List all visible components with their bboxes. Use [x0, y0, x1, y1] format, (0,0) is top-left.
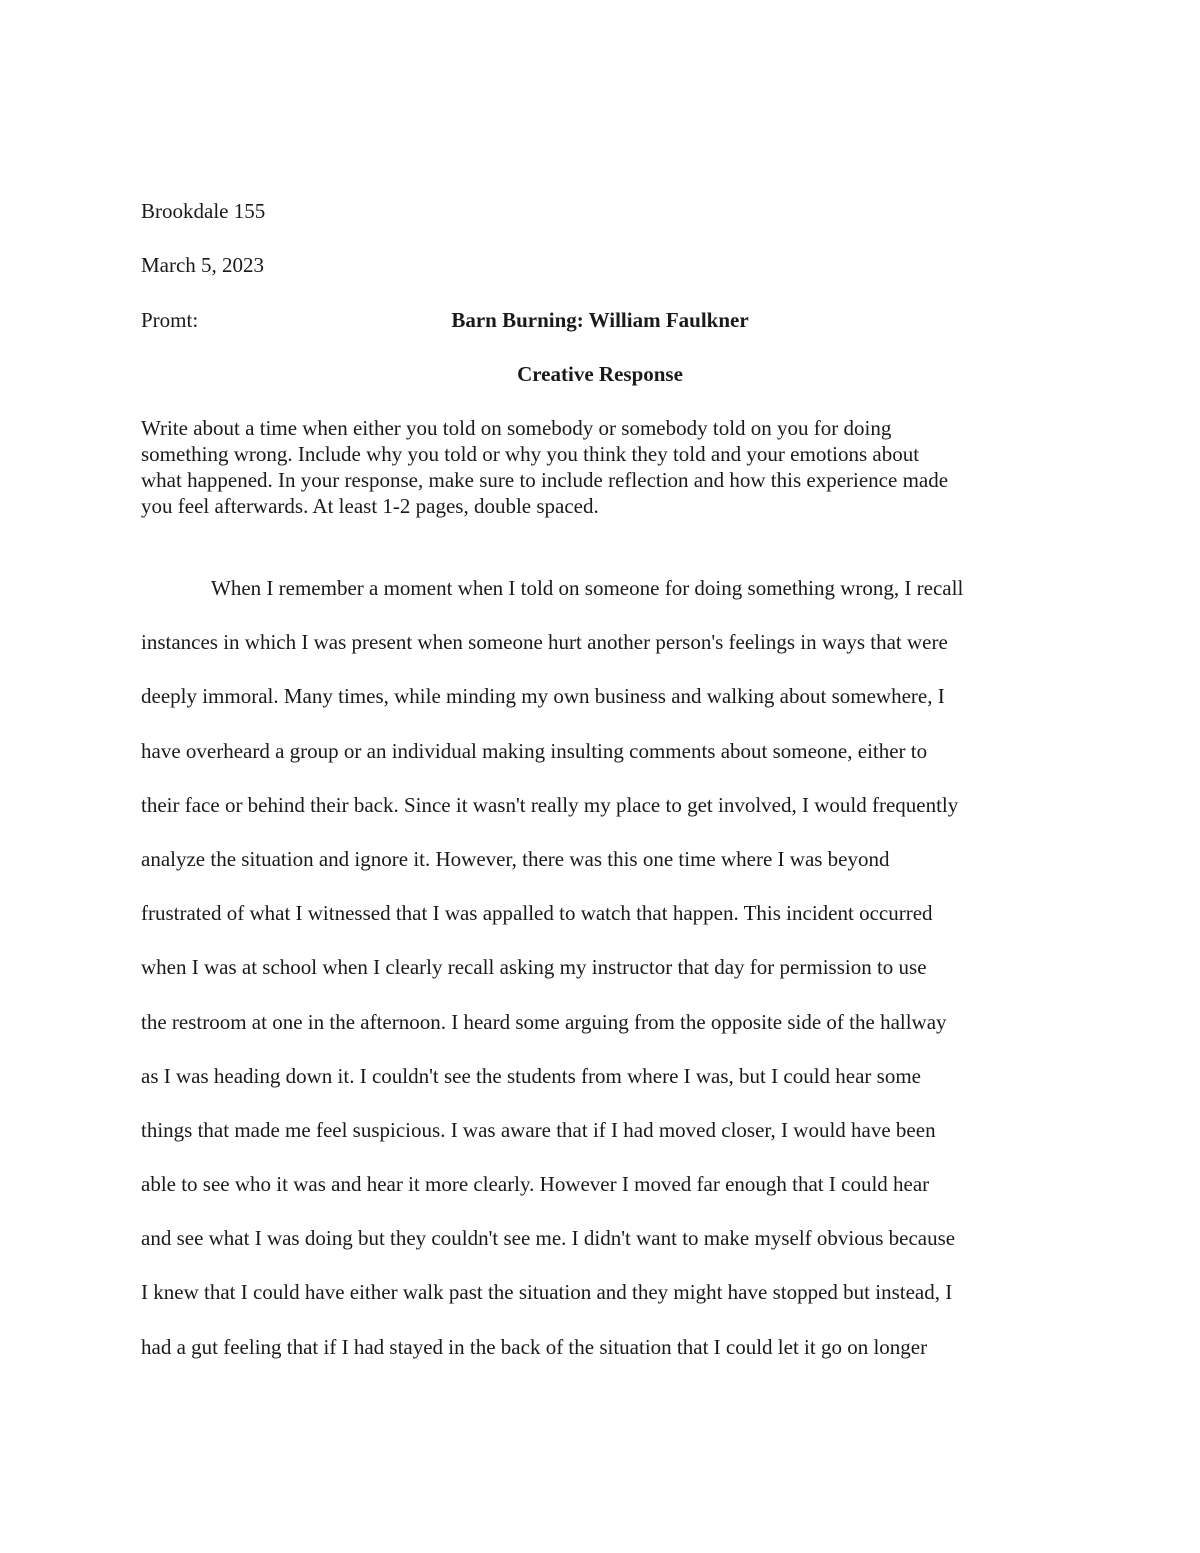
- essay-line: had a gut feeling that if I had stayed in the back of the situation that I could let it go on longer: [141, 1334, 928, 1359]
- prompt-line: you feel afterwards. At least 1-2 pages, double spaced.: [141, 494, 599, 518]
- prompt-line: something wrong. Include why you told or why you think they told and your emotions about: [141, 442, 920, 466]
- essay-line: have overheard a group or an individual making insulting comments about someone, either to: [141, 738, 928, 763]
- essay-line: frustrated of what I witnessed that I was appalled to watch that happen. This incident occurred: [141, 901, 933, 926]
- essay-line: and see what I was doing but they couldn't see me. I didn't want to make myself obvious because: [141, 1226, 956, 1251]
- essay-line: When I remember a moment when I told on someone for doing something wrong, I recall: [211, 576, 964, 600]
- essay-line: instances in which I was present when someone hurt another person's feelings in ways that were: [141, 630, 948, 655]
- prompt-label: Promt:: [141, 308, 199, 332]
- essay-line: able to see who it was and hear it more clearly. However I moved far enough that I could hear: [141, 1172, 930, 1197]
- prompt-paragraph: [141, 415, 1061, 519]
- essay-body: [141, 575, 1061, 1388]
- essay-line: the restroom at one in the afternoon. I heard some arguing from the opposite side of the hallway: [141, 1009, 947, 1034]
- prompt-line: Write about a time when either you told on somebody or somebody told on you for doing: [141, 416, 892, 440]
- header-date: March 5, 2023: [141, 253, 265, 277]
- page-subtitle: Creative Response: [517, 362, 683, 386]
- essay-line: things that made me feel suspicious. I was aware that if I had moved closer, I would have been: [141, 1117, 936, 1142]
- essay-line: I knew that I could have either walk past the situation and they might have stopped but instead, I: [141, 1280, 953, 1305]
- essay-line: their face or behind their back. Since it wasn't really my place to get involved, I would frequently: [141, 792, 959, 817]
- header-name: Brookdale 155: [141, 199, 266, 223]
- prompt-line: what happened. In your response, make sure to include reflection and how this experience made: [141, 468, 949, 492]
- essay-line: as I was heading down it. I couldn't see the students from where I was, but I could hear some: [141, 1063, 921, 1088]
- essay-line: when I was at school when I clearly recall asking my instructor that day for permission to use: [141, 955, 927, 980]
- essay-line: analyze the situation and ignore it. However, there was this one time where I was beyond: [141, 846, 890, 871]
- page-title: Barn Burning: William Faulkner: [451, 308, 749, 332]
- essay-line: deeply immoral. Many times, while minding my own business and walking about somewhere, I: [141, 684, 945, 709]
